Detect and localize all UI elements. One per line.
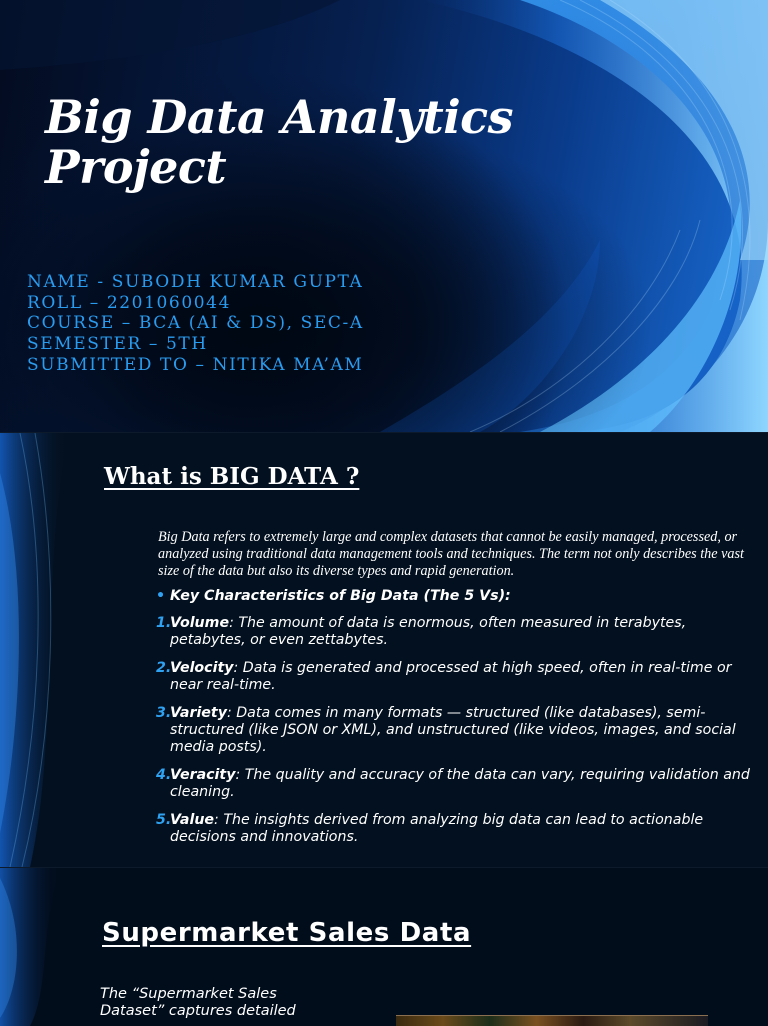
item-number: 3. [156,705,172,721]
item-text: : The quality and accuracy of the data can vary, requiring validation and cleaning. [170,767,750,800]
section-heading: Supermarket Sales Data [102,918,472,948]
item-number: 2. [156,660,172,676]
dataset-description: The “Supermarket Sales Dataset” captures detailed [100,986,296,1019]
list-item-volume [156,615,766,649]
title-slide [0,0,768,432]
item-text: : Data is generated and processed at high speed, often in real-time or near real-time. [170,660,732,693]
big-data-slide [0,432,768,867]
characteristics-list [156,588,766,857]
presentation-title [45,92,513,192]
title-line-1: Big Data Analytics [45,90,514,144]
list-item-velocity [156,660,766,694]
info-submitted-to: SUBMITTED TO – NITIKA MA’AM [27,354,364,375]
item-text: : The amount of data is enormous, often measured in terabytes, petabytes, or even zettabytes. [170,615,687,648]
item-term: Velocity [170,660,234,676]
student-info [27,272,364,376]
list-bullet [156,588,766,605]
info-semester: SEMESTER – 5TH [27,334,208,355]
list-item-value [156,812,766,846]
item-number: 5. [156,812,172,828]
item-term: Volume [170,615,230,631]
item-text: : The insights derived from analyzing big data can lead to actionable decisions and innovations. [170,812,704,845]
item-term: Veracity [170,767,236,783]
big-data-definition: Big Data refers to extremely large and complex datasets that cannot be easily managed, processed, or analyzed using traditional data management tools and techniques. The term not only describes the vast size of the data but also its diverse types and rapid generation. [158,529,744,579]
section-heading: What is BIG DATA ? [104,463,360,490]
title-line-2: Project [45,140,227,194]
item-term: Variety [170,705,227,721]
item-text: : Data comes in many formats — structured (like databases), semi-structured (like JSON or XML), and unstructured (like videos, images, and social media posts). [170,705,736,755]
supermarket-image [396,1015,708,1026]
bullet-text: Key Characteristics of Big Data (The 5 Vs): [170,588,511,604]
list-item-veracity [156,767,766,801]
info-roll: ROLL – 2201060044 [27,292,231,313]
item-term: Value [170,812,215,828]
bullet-marker: • [156,588,166,604]
info-course: COURSE – BCA (AI & DS), SEC-A [27,313,364,334]
list-item-variety [156,705,766,756]
info-name: NAME - SUBODH KUMAR GUPTA [27,272,364,292]
item-number: 4. [156,767,172,783]
item-number: 1. [156,615,172,631]
supermarket-slide [0,867,768,1026]
